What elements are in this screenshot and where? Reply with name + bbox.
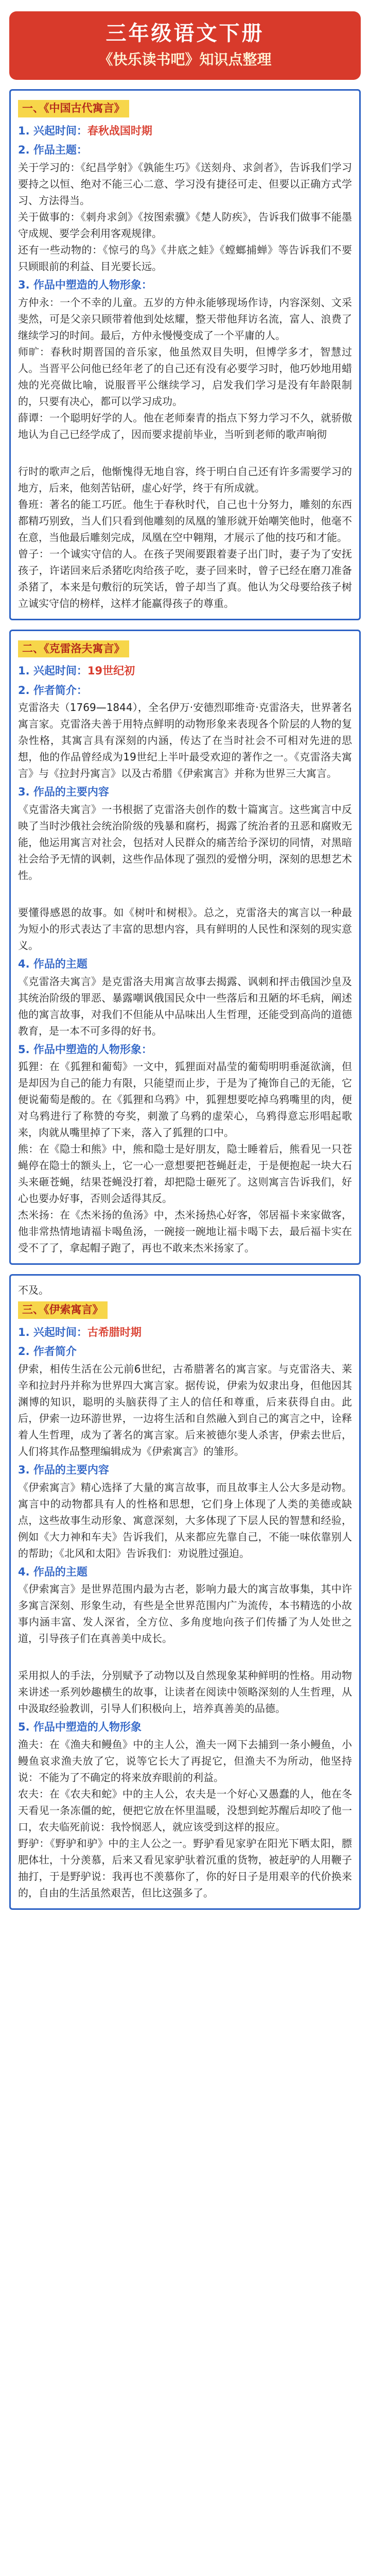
paragraph: 野驴：《野驴和驴》中的主人公之一。野驴看见家驴在阳光下晒太阳，膘肥体壮，十分羡慕，后来又看见家驴驮着沉重的货物，被赶驴的人用鞭子抽打，于是野驴说：我再也不羡慕你了，你的好日子是用艰辛的代价换来的，自由的生活虽然艰苦，但比这强多了。 <box>18 1837 352 1899</box>
paragraph: 薛谭：一个聪明好学的人。他在老师秦青的指点下努力学习不久，就骄傲地认为自己已经学成了，因而要求提前毕业，当听到老师的歌声响彻 <box>18 411 352 440</box>
subheading <box>18 663 352 680</box>
section-aesop-fables <box>9 1274 361 1910</box>
title-banner <box>9 11 361 80</box>
subheading-label: 1. 兴起时间： <box>18 665 87 677</box>
subheading: 5. 作品中塑造的人物形象 <box>18 1721 142 1734</box>
subheading: 4. 作品的主题 <box>18 957 87 970</box>
paragraph: 《伊索寓言》是世界范围内最为古老，影响力最大的寓言故事集，其中许多寓言深刻、形象生动，有些是全世界范围内广为流传，本书精选的小故事内涵丰富、发人深省，全方位、多角度地向孩子们传播了为人处世之道，引导孩子们在真善美中成长。 <box>18 1583 352 1645</box>
subheading-label: 1. 兴起时间： <box>18 1326 87 1338</box>
subheading: 3. 作品中塑造的人物形象： <box>18 278 152 291</box>
paragraph: 伊索，相传生活在公元前6世纪，古希腊著名的寓言家。与克雷洛夫、莱辛和拉封丹并称为世界四大寓言家。据传说，伊索为奴隶出身，但他因其渊博的知识，聪明的头脑获得了主人的信任和尊重，后来获得自由。此后，伊索一边环游世界，一边将生活和自然融入到自己的寓言之中，诠释着人生哲理，成为了著名的寓言家。后来被德尔斐人杀害，伊索去世后，人们将其作品整理编辑成为《伊索寓言》的雏形。 <box>18 1362 352 1458</box>
paragraph: 农夫：在《农夫和蛇》中的主人公，农夫是一个好心又愚蠢的人，他在冬天看见一条冻僵的蛇，便把它放在怀里温暖，没想到蛇苏醒后却咬了他一口，农夫临死前说：我怜悯恶人，就应该受到这样的报应。 <box>18 1787 352 1833</box>
paragraph: 《伊索寓言》精心选择了大量的寓言故事，而且故事主人公大多是动物。寓言中的动物都具有人的性格和思想，它们身上体现了人类的美德或缺点，这些故事生动形象、寓意深刻，大多体现了下层人民的智慧和经验，例如《大力神和车夫》告诉我们，从来都应先靠自己，不能一味依靠别人的帮助；《北风和太阳》告诉我们：劝说胜过强迫。 <box>18 1481 352 1560</box>
section-heading: 二、《克雷洛夫寓言》 <box>18 640 129 658</box>
subheading: 3. 作品的主要内容 <box>18 786 109 799</box>
subheading: 3. 作品的主要内容 <box>18 1463 109 1476</box>
paragraph: 关于学习的：《纪昌学射》《孰能生巧》《送刻舟、求剑者》，告诉我们学习要持之以恒、绝对不能三心二意、学习没有捷径可走、但要以正确方式学习、方法得当。 <box>18 161 352 207</box>
paragraph: 鲁班：著名的能工巧匠。他生于春秋时代，自己也十分努力，雕刻的东西都精巧别致，当人们只看到他雕刻的凤凰的雏形就开始嘲笑他时，他毫不在意，当他最后雕刻完成，凤凰在空中翱翔，才展示了他的技巧和才能。 <box>18 498 352 544</box>
page-subtitle: 《快乐读书吧》知识点整理 <box>98 51 272 68</box>
paragraph: 还有一些动物的：《惊弓的鸟》《井底之蛙》《螳螂捕蝉》等告诉我们不要只顾眼前的利益、目光要长远。 <box>18 243 352 273</box>
origin-time: 古希腊时期 <box>87 1326 142 1338</box>
section-heading: 三、《伊索寓言》 <box>18 1301 108 1319</box>
origin-time: 19世纪初 <box>87 665 135 677</box>
subheading: 5. 作品中塑造的人物形象： <box>18 1043 152 1056</box>
subheading <box>18 123 352 140</box>
paragraph: 关于做事的：《刺舟求剑》《按图索骥》《楚人防疾》，告诉我们做事不能墨守成规、要学会利用客观规律。 <box>18 210 352 240</box>
section-krylov-fables <box>9 630 361 1265</box>
paragraph: 杰米扬：在《杰米扬的鱼汤》中，杰米扬热心好客，邻居福卡来家做客，他非常热情地请福卡喝鱼汤，一碗接一碗地让福卡喝下去，最后福卡实在受不了了，拿起帽子跑了，再也不敢来杰米扬家了。 <box>18 1209 352 1255</box>
paragraph: 行时的歌声之后，他惭愧得无地自容，终于明白自己还有许多需要学习的地方，后来，他刻苦钻研，虚心好学，终于有所成就。 <box>18 465 352 494</box>
section-chinese-fables <box>9 89 361 620</box>
paragraph: 渔夫：在《渔夫和鳗鱼》中的主人公，渔夫一网下去捕到一条小鳗鱼，小鳗鱼哀求渔夫放了它，说等它长大了再捉它，但渔夫不为所动，他坚持说：不能为了不确定的将来放弃眼前的利益。 <box>18 1738 352 1784</box>
section-heading: 一、《中国古代寓言》 <box>18 100 129 117</box>
paragraph: 《克雷洛夫寓言》一书根据了克雷洛夫创作的数十篇寓言。这些寓言中反映了当时沙俄社会统治阶级的残暴和腐朽，揭露了统治者的丑恶和腐败无能，他运用寓言对社会，包括对人民群众的痛苦给予深切的同情，对黑暗社会给予无情的讽刺，这些作品体现了强烈的爱憎分明，深刻的思想艺术性。 <box>18 803 352 882</box>
subheading: 2. 作者简介： <box>18 684 87 697</box>
paragraph: 狐狸：在《狐狸和葡萄》一文中，狐狸面对晶莹的葡萄明明垂涎欲滴，但是却因为自己的能力有限，只能望而止步，于是为了掩饰自己的无能，它便说葡萄是酸的。在《狐狸和乌鸦》中，狐狸想要吃掉乌鸦嘴里的肉，便对乌鸦进行了称赞的夸奖，刺激了乌鸦的虚荣心，乌鸦得意忘形唱起歌来，肉就从嘴里掉了下来，落入了狐狸的口中。 <box>18 1060 352 1139</box>
subheading: 4. 作品的主题 <box>18 1565 87 1578</box>
paragraph: 《克雷洛夫寓言》是克雷洛夫用寓言故事去揭露、讽刺和抨击俄国沙皇及其统治阶级的罪恶、暴露嘲讽俄国民众中一些落后和丑陋的坏毛病，阐述他的寓言故事，对我们不但能从中品味出人生哲理，还能受到高尚的道德教育，是一本不可多得的好书。 <box>18 975 352 1037</box>
page-title: 三年级语文下册 <box>105 22 265 45</box>
paragraph: 要懂得感恩的故事。如《树叶和树根》。总之，克雷洛夫的寓言以一种最为短小的形式表达了丰富的思想内容，具有鲜明的人民性和深刻的现实意义。 <box>18 906 352 952</box>
paragraph: 曾子：一个诚实守信的人。在孩子哭闹要跟着妻子出门时，妻子为了安抚孩子，许诺回来后杀猪吃肉给孩子吃，妻子回来时，曾子已经在磨刀准备杀猪了，本来是句敷衍的玩笑话，曾子却当了真。他认为父母要给孩子树立诚实守信的榜样，这样才能赢得孩子的尊重。 <box>18 547 352 609</box>
paragraph: 克雷洛夫（1769—1844），全名伊万·安德烈耶维奇·克雷洛夫，世界著名寓言家。克雷洛夫善于用特点鲜明的动物形象来表现各个阶层的人物的复杂性格，其寓言具有深刻的内涵，传达了在当时社会不可相对先进的思想，他的作品曾经成为19世纪上半叶最受欢迎的著作之一。《克雷洛夫寓言》与《拉封丹寓言》以及古希腊《伊索寓言》并称为世界三大寓言。 <box>18 701 352 780</box>
paragraph: 采用拟人的手法，分别赋予了动物以及自然现象某种鲜明的性格。用动物来讲述一系列妙趣横生的故事，让读者在阅读中领略深刻的人生哲理，从中汲取经验教训，引导人们积极向上，培养真善美的品德。 <box>18 1669 352 1715</box>
subheading <box>18 1324 352 1342</box>
origin-time: 春秋战国时期 <box>87 124 152 137</box>
paragraph: 方仲永：一个不幸的儿童。五岁的方仲永能够现场作诗，内容深刻、文采斐然，可是父亲只顾带着他到处炫耀，整天带他拜访名流，富人、浪费了继续学习的时间。最后，方仲永慢慢变成了一个平庸的人。 <box>18 296 352 342</box>
subheading: 2. 作品主题： <box>18 144 87 157</box>
subheading-label: 1. 兴起时间： <box>18 124 87 137</box>
paragraph: 不及。 <box>18 1284 49 1297</box>
subheading: 2. 作者简介 <box>18 1345 77 1358</box>
paragraph: 师旷：春秋时期晋国的音乐家，他虽然双目失明，但博学多才，智慧过人。当晋平公问他已经年老了的自己还有没有必要学习时，他巧妙地用蜡烛的光亮做比喻，说服晋平公继续学习，启发我们学习是没有年龄限制的，只要有决心，都可以学习成功。 <box>18 345 352 408</box>
paragraph: 熊：在《隐士和熊》中，熊和隐士是好朋友，隐士睡着后，熊看见一只苍蝇停在隐士的额头上，它一心一意想要把苍蝇赶走，于是便抱起一块大石头来砸苍蝇，结果苍蝇没打着，却把隐士砸死了。这则寓言告诉我们，好心也要办好事，否则会适得其反。 <box>18 1143 352 1205</box>
